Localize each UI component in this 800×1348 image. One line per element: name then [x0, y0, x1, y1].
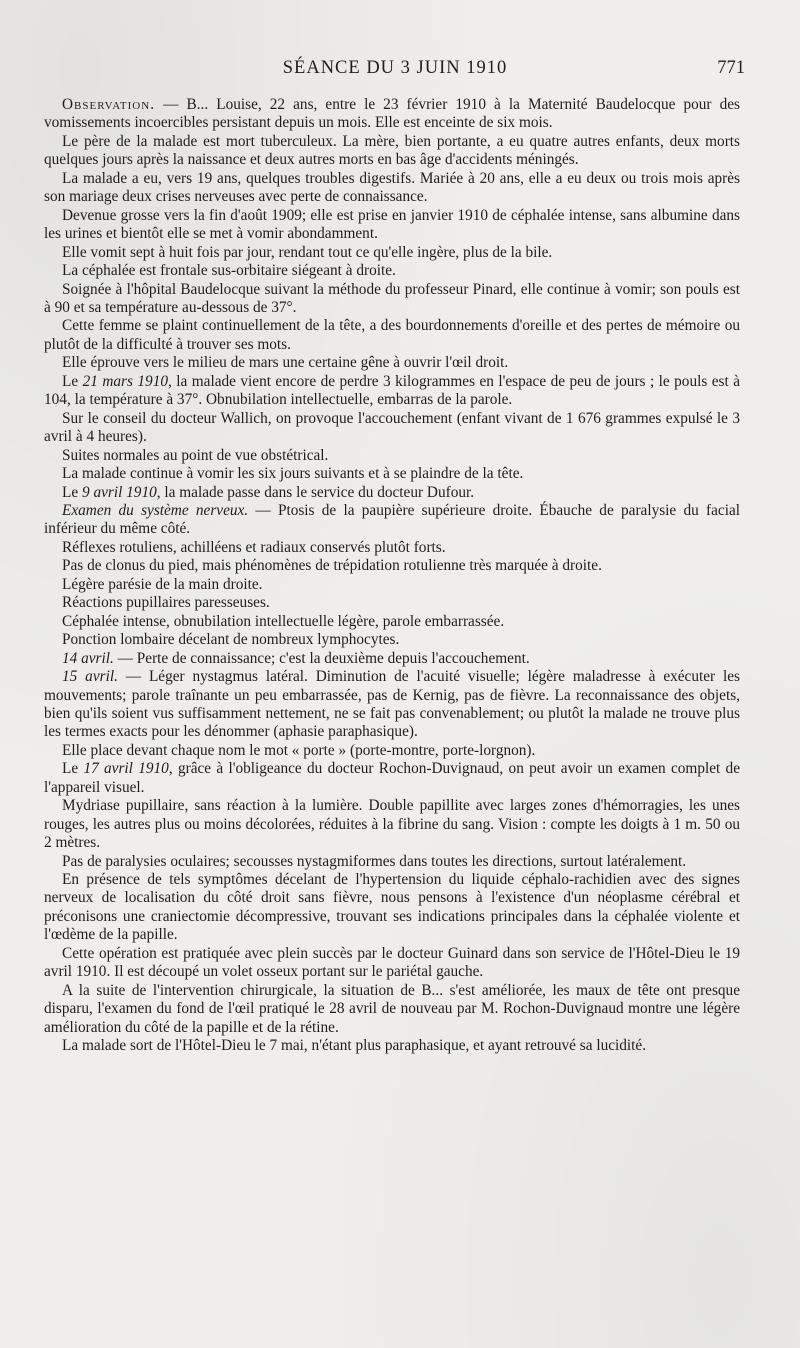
body-text [44, 96, 740, 1056]
paragraph [44, 244, 740, 262]
date-italic: 21 mars 1910 [82, 372, 168, 390]
page-number: 771 [717, 58, 745, 78]
paragraph [44, 410, 740, 447]
paragraph-prefix: Le [62, 483, 82, 501]
paragraph [44, 484, 740, 502]
paragraph [44, 760, 740, 797]
paragraph [44, 945, 740, 982]
paragraph [44, 668, 740, 742]
paragraph-text: Elle vomit sept à huit fois par jour, rendant tout ce qu'elle ingère, plus de la bile. [62, 243, 553, 261]
paragraph-text: , grâce à l'obligeance du docteur Rochon-Duvignaud, on peut avoir un examen complet de l'appareil visuel. [44, 760, 740, 796]
paragraph [44, 373, 740, 410]
paragraph [44, 631, 740, 649]
paragraph-text: — Ptosis de la paupière supérieure droite. Ébauche de paralysie du facial inférieur du même côté. [44, 501, 740, 538]
date-italic: 17 avril 1910 [83, 760, 169, 778]
paragraph-text: La malade continue à vomir les six jours suivants et à se plaindre de la tête. [62, 465, 524, 483]
paragraph-text: La céphalée est frontale sus-orbitaire siégeant à droite. [62, 262, 396, 280]
paragraph-text: Elle place devant chaque nom le mot « porte » (porte-montre, porte-lorgnon). [62, 741, 536, 759]
running-title: SÉANCE DU 3 JUIN 1910 [282, 58, 508, 78]
paragraph [44, 594, 740, 612]
paragraph [44, 502, 740, 539]
page-header [45, 58, 745, 84]
paragraph [44, 871, 740, 945]
paragraph [44, 539, 740, 557]
paragraph [44, 982, 740, 1037]
paragraph-text: Céphalée intense, obnubilation intellectuelle légère, parole embarrassée. [62, 612, 505, 630]
paragraph [44, 576, 740, 594]
paragraph [44, 281, 740, 318]
paragraph [44, 797, 740, 852]
paragraph-text: Cette femme se plaint continuellement de la tête, a des bourdonnements d'oreille et des pertes de mémoire ou plutôt de la difficulté à trouver ses mots. [44, 317, 740, 353]
date-italic: 14 avril. [62, 649, 114, 667]
paragraph-text: Suites normales au point de vue obstétrical. [62, 446, 329, 464]
paragraph-text: — Léger nystagmus latéral. Diminution de l'acuité visuelle; légère maladresse à exécuter les mouvements; parole traînante un peu embarrassée, pas de Kernig, pas de fièvre. La reconnaissance des objets, bien qu'ils soient vus suffisamment nettement, ne se fait pas convenablement; ou plutôt la malade ne trouve plus les termes exacts pour les dénommer (aphasie paraphasique). [44, 668, 740, 741]
paragraph [44, 133, 740, 170]
paragraph [44, 650, 740, 668]
paragraph-text: La malade a eu, vers 19 ans, quelques troubles digestifs. Mariée à 20 ans, elle a eu deux ou trois mois après son mariage deux crises nerveuses avec perte de connaissance. [44, 169, 740, 206]
paragraph-text: Devenue grosse vers la fin d'août 1909; elle est prise en janvier 1910 de céphalée intense, sans albumine dans les urines et bientôt elle se met à vomir abondamment. [44, 206, 740, 243]
paragraph-text: Soignée à l'hôpital Baudelocque suivant la méthode du professeur Pinard, elle continue à vomir; son pouls est à 90 et sa température au-dessous de 37°. [44, 280, 740, 316]
paragraph-text: Elle éprouve vers le milieu de mars une certaine gêne à ouvrir l'œil droit. [62, 354, 509, 372]
paragraph-text: Réactions pupillaires paresseuses. [62, 594, 270, 612]
paragraph-text: Mydriase pupillaire, sans réaction à la lumière. Double papillite avec larges zones d'hémorragies, les unes rouges, les autres plus ou moins décolorées, réduites à la fibrine du sang. Vision : compte les doigts à 1 m. 50 ou 2 mètres. [44, 797, 740, 852]
paragraph-text: Pas de paralysies oculaires; secousses nystagmiformes dans toutes les directions, surtout latéralement. [62, 852, 687, 870]
date-italic: 9 avril 1910 [81, 483, 157, 501]
paragraph-text: Cette opération est pratiquée avec plein succès par le docteur Guinard dans son service de l'Hôtel-Dieu le 19 avril 1910. Il est découpé un volet osseux portant sur le pariétal gauche. [44, 944, 740, 981]
paragraph [44, 447, 740, 465]
paragraph [44, 853, 740, 871]
paragraph [44, 317, 740, 354]
paragraph-prefix: Le [62, 760, 84, 778]
paragraph-text: Le père de la malade est mort tuberculeux. La mère, bien portante, a eu quatre autres enfants, deux morts quelques jours après la naissance et deux autres morts en bas âge d'accidents méningés. [44, 132, 740, 169]
paragraph-text: — Perte de connaissance; c'est la deuxième depuis l'accouchement. [113, 649, 530, 667]
paragraph [44, 207, 740, 244]
paragraph-text: Ponction lombaire décelant de nombreux lymphocytes. [62, 631, 400, 649]
paragraph-text: A la suite de l'intervention chirurgicale, la situation de B... s'est améliorée, les maux de tête ont presque disparu, l'examen du fond de l'œil pratiqué le 28 avril de nouveau par M. Rochon-Duvignaud montre une légère amélioration du côté de la papille et de la rétine. [44, 981, 740, 1036]
paragraph [44, 465, 740, 483]
paragraph [44, 742, 740, 760]
date-italic: 15 avril. [62, 668, 118, 686]
paragraph-text: , la malade passe dans le service du docteur Dufour. [156, 483, 475, 501]
paragraph-text: Légère parésie de la main droite. [62, 575, 263, 593]
section-lead: Observation. [62, 96, 156, 113]
paragraph [44, 1037, 740, 1055]
paragraph [44, 170, 740, 207]
paragraph [44, 262, 740, 280]
paragraph [44, 354, 740, 372]
paragraph-prefix: Le [62, 372, 83, 390]
paragraph-text: — B... Louise, 22 ans, entre le 23 février 1910 à la Maternité Baudelocque pour des vomissements incoercibles persistant depuis un mois. Elle est enceinte de six mois. [44, 96, 740, 132]
subheading-italic: Examen du système nerveux. [62, 501, 249, 519]
paragraph-text: En présence de tels symptômes décelant de l'hypertension du liquide céphalo-rachidien avec des signes nerveux de localisation du côté droit sans fièvre, nous pensons à l'existence d'un néoplasme cérébral et préconisons une craniectomie décompressive, trouvant ses indications principales dans la céphalée violente et l'œdème de la papille. [44, 871, 740, 944]
paragraph-text: Sur le conseil du docteur Wallich, on provoque l'accouchement (enfant vivant de 1 676 grammes expulsé le 3 avril à 4 heures). [44, 409, 740, 446]
paragraph-text: , la malade vient encore de perdre 3 kilogrammes en l'espace de peu de jours ; le pouls est à 104, la température à 37°. Obnubilation intellectuelle, embarras de la parole. [44, 372, 740, 409]
paragraph-text: La malade sort de l'Hôtel-Dieu le 7 mai, n'étant plus paraphasique, et ayant retrouvé sa lucidité. [62, 1037, 647, 1055]
paragraph [44, 557, 740, 575]
paragraph [44, 96, 740, 133]
paragraph-text: Réflexes rotuliens, achilléens et radiaux conservés plutôt forts. [62, 538, 446, 556]
paragraph [44, 613, 740, 631]
paragraph-text: Pas de clonus du pied, mais phénomènes de trépidation rotulienne très marquée à droite. [62, 557, 602, 575]
